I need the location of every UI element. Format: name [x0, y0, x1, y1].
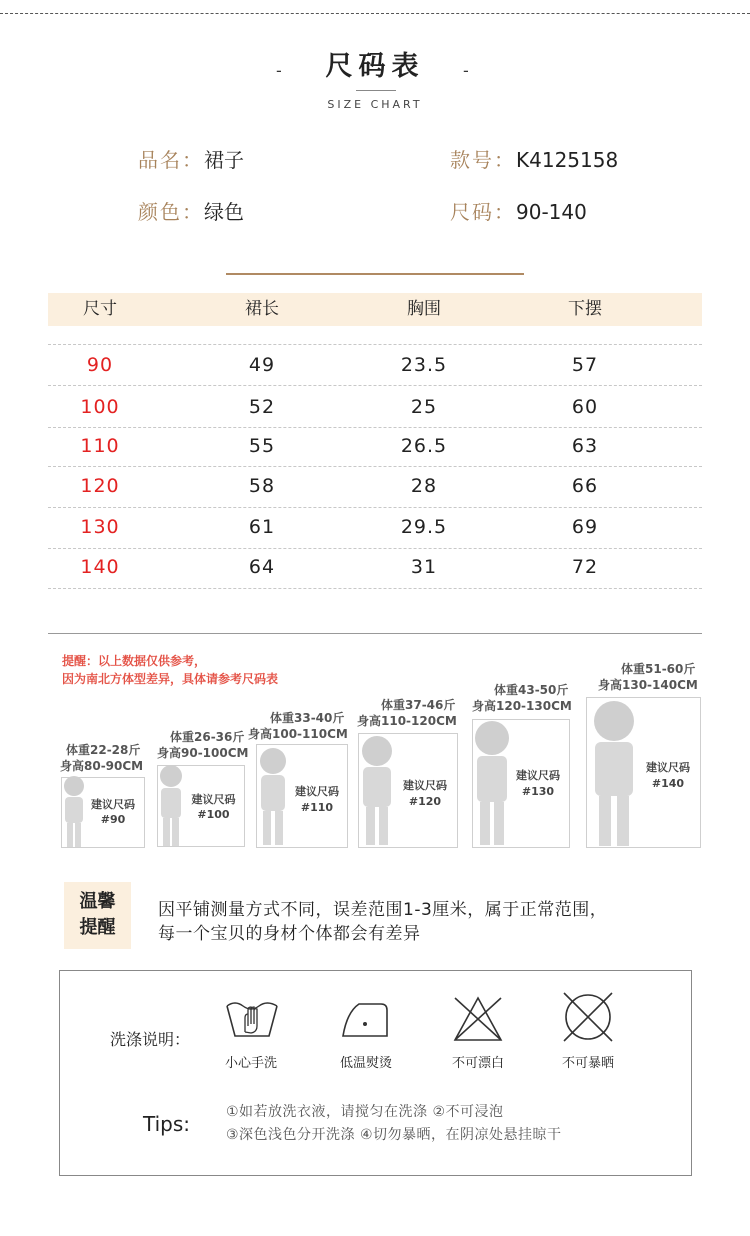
top-dashed-divider	[0, 13, 750, 14]
product-style-value: K4125158	[516, 148, 619, 172]
warm-tip-badge	[64, 882, 131, 949]
product-name-value: 裙子	[204, 148, 244, 172]
kid-height: 身高110-120CM	[357, 714, 457, 728]
table-cell-length: 61	[248, 516, 276, 538]
warm-tip-line-2: 每一个宝贝的身材个体都会有差异	[158, 924, 421, 944]
care-label-no-sun: 不可暴晒	[561, 1056, 614, 1071]
table-cell-hem: 63	[571, 435, 599, 457]
table-cell-length: 49	[248, 354, 276, 376]
table-cell-length: 52	[248, 396, 276, 418]
kid-suggest-code: #110	[300, 801, 334, 814]
table-cell-size: 110	[80, 435, 120, 457]
child-silhouette-icon	[355, 733, 399, 847]
table-dash	[48, 588, 702, 589]
table-cell-size: 120	[80, 475, 120, 497]
header-hem: 下摆	[568, 299, 602, 319]
reminder-line-2: 因为南北方体型差异，具体请参考尺码表	[62, 672, 279, 686]
page-title: 尺码表	[325, 51, 425, 82]
kid-suggest-code: #100	[197, 808, 230, 821]
table-cell-bust: 23.5	[400, 354, 448, 376]
kid-suggest-code: #140	[651, 777, 685, 790]
table-cell-bust: 31	[410, 556, 438, 578]
product-name-label: 品名：	[138, 148, 204, 172]
no-bleach-icon	[451, 994, 505, 1044]
tips-line-2: ③深色浅色分开洗涤 ④切勿暴晒，在阴凉处悬挂晾干	[226, 1127, 562, 1143]
kid-suggest-label: 建议尺码	[91, 798, 135, 811]
care-label-hand-wash: 小心手洗	[224, 1056, 277, 1071]
header-bust: 胸围	[407, 299, 441, 319]
kid-height: 身高120-130CM	[472, 699, 572, 713]
kid-height: 身高130-140CM	[598, 678, 698, 692]
table-cell-hem: 66	[571, 475, 599, 497]
kid-suggest-label: 建议尺码	[516, 769, 560, 782]
no-tumble-dry-icon	[560, 990, 616, 1044]
care-label-no-bleach: 不可漂白	[451, 1056, 504, 1071]
child-silhouette-icon	[253, 745, 293, 847]
hand-wash-icon	[223, 996, 281, 1040]
table-dash	[48, 466, 702, 467]
kid-suggest-label: 建议尺码	[191, 793, 236, 806]
tips-label: Tips:	[143, 1112, 191, 1136]
table-cell-bust: 25	[410, 396, 438, 418]
table-cell-length: 55	[248, 435, 276, 457]
kid-height: 身高90-100CM	[157, 746, 249, 760]
header-size: 尺寸	[83, 299, 117, 319]
child-silhouette-icon	[58, 773, 90, 849]
kid-weight: 体重43-50斤	[494, 683, 569, 697]
kid-suggest-label: 建议尺码	[403, 779, 447, 792]
product-style	[450, 144, 618, 173]
product-size-label: 尺码：	[450, 200, 516, 224]
kid-suggest-code: #90	[100, 813, 126, 826]
section-divider	[48, 633, 702, 634]
kid-height: 身高80-90CM	[60, 759, 144, 773]
reminder-line-1: 提醒：以上数据仅供参考，	[62, 654, 207, 668]
product-color-label: 颜色：	[138, 200, 204, 224]
kid-weight: 体重51-60斤	[621, 662, 696, 676]
kid-weight: 体重37-46斤	[381, 698, 456, 712]
table-cell-length: 64	[248, 556, 276, 578]
table-cell-size: 140	[80, 556, 120, 578]
title-row	[0, 44, 750, 84]
kid-suggest-code: #130	[521, 785, 555, 798]
product-size	[450, 196, 587, 225]
title-underline	[356, 90, 396, 91]
warm-tip-line-1: 因平铺测量方式不同，误差范围1-3厘米，属于正常范围，	[158, 900, 608, 920]
size-table-header	[48, 293, 702, 326]
table-dash	[48, 427, 702, 428]
table-cell-hem: 69	[571, 516, 599, 538]
care-label-low-iron: 低温熨烫	[339, 1056, 392, 1071]
header-length: 裙长	[245, 299, 279, 319]
table-cell-hem: 57	[571, 354, 599, 376]
child-silhouette-icon	[586, 697, 642, 848]
kid-suggest-label: 建议尺码	[646, 761, 690, 774]
product-color-value: 绿色	[204, 200, 244, 224]
warm-tip-badge-line-1: 温馨	[79, 891, 116, 912]
table-cell-length: 58	[248, 475, 276, 497]
kid-weight: 体重22-28斤	[66, 743, 141, 757]
table-cell-bust: 28	[410, 475, 438, 497]
kid-weight: 体重26-36斤	[170, 730, 245, 744]
product-color	[138, 196, 244, 225]
table-cell-size: 130	[80, 516, 120, 538]
table-dash	[48, 507, 702, 508]
low-iron-icon	[339, 1000, 393, 1040]
table-dash	[48, 344, 702, 345]
table-dash	[48, 548, 702, 549]
product-style-label: 款号：	[450, 148, 516, 172]
table-cell-hem: 72	[571, 556, 599, 578]
tips-line-1: ①如若放洗衣液，请搅匀在洗涤 ②不可浸泡	[226, 1104, 504, 1120]
title-dash-left: -	[276, 61, 282, 80]
table-cell-bust: 26.5	[400, 435, 448, 457]
care-title: 洗涤说明：	[110, 1030, 191, 1049]
table-cell-size: 100	[80, 396, 120, 418]
title-dash-right: -	[463, 61, 469, 80]
kid-height: 身高100-110CM	[248, 727, 348, 741]
gold-divider	[226, 273, 524, 275]
table-cell-hem: 60	[571, 396, 599, 418]
child-silhouette-icon	[154, 762, 188, 848]
table-dash	[48, 385, 702, 386]
table-cell-bust: 29.5	[400, 516, 448, 538]
page-subtitle: SIZE CHART	[327, 98, 423, 111]
warm-tip-badge-line-2: 提醒	[79, 917, 116, 938]
kid-weight: 体重33-40斤	[270, 711, 345, 725]
table-cell-size: 90	[86, 354, 114, 376]
kid-suggest-code: #120	[408, 795, 442, 808]
kid-suggest-label: 建议尺码	[295, 785, 339, 798]
product-name	[138, 144, 244, 173]
product-size-value: 90-140	[516, 200, 587, 224]
